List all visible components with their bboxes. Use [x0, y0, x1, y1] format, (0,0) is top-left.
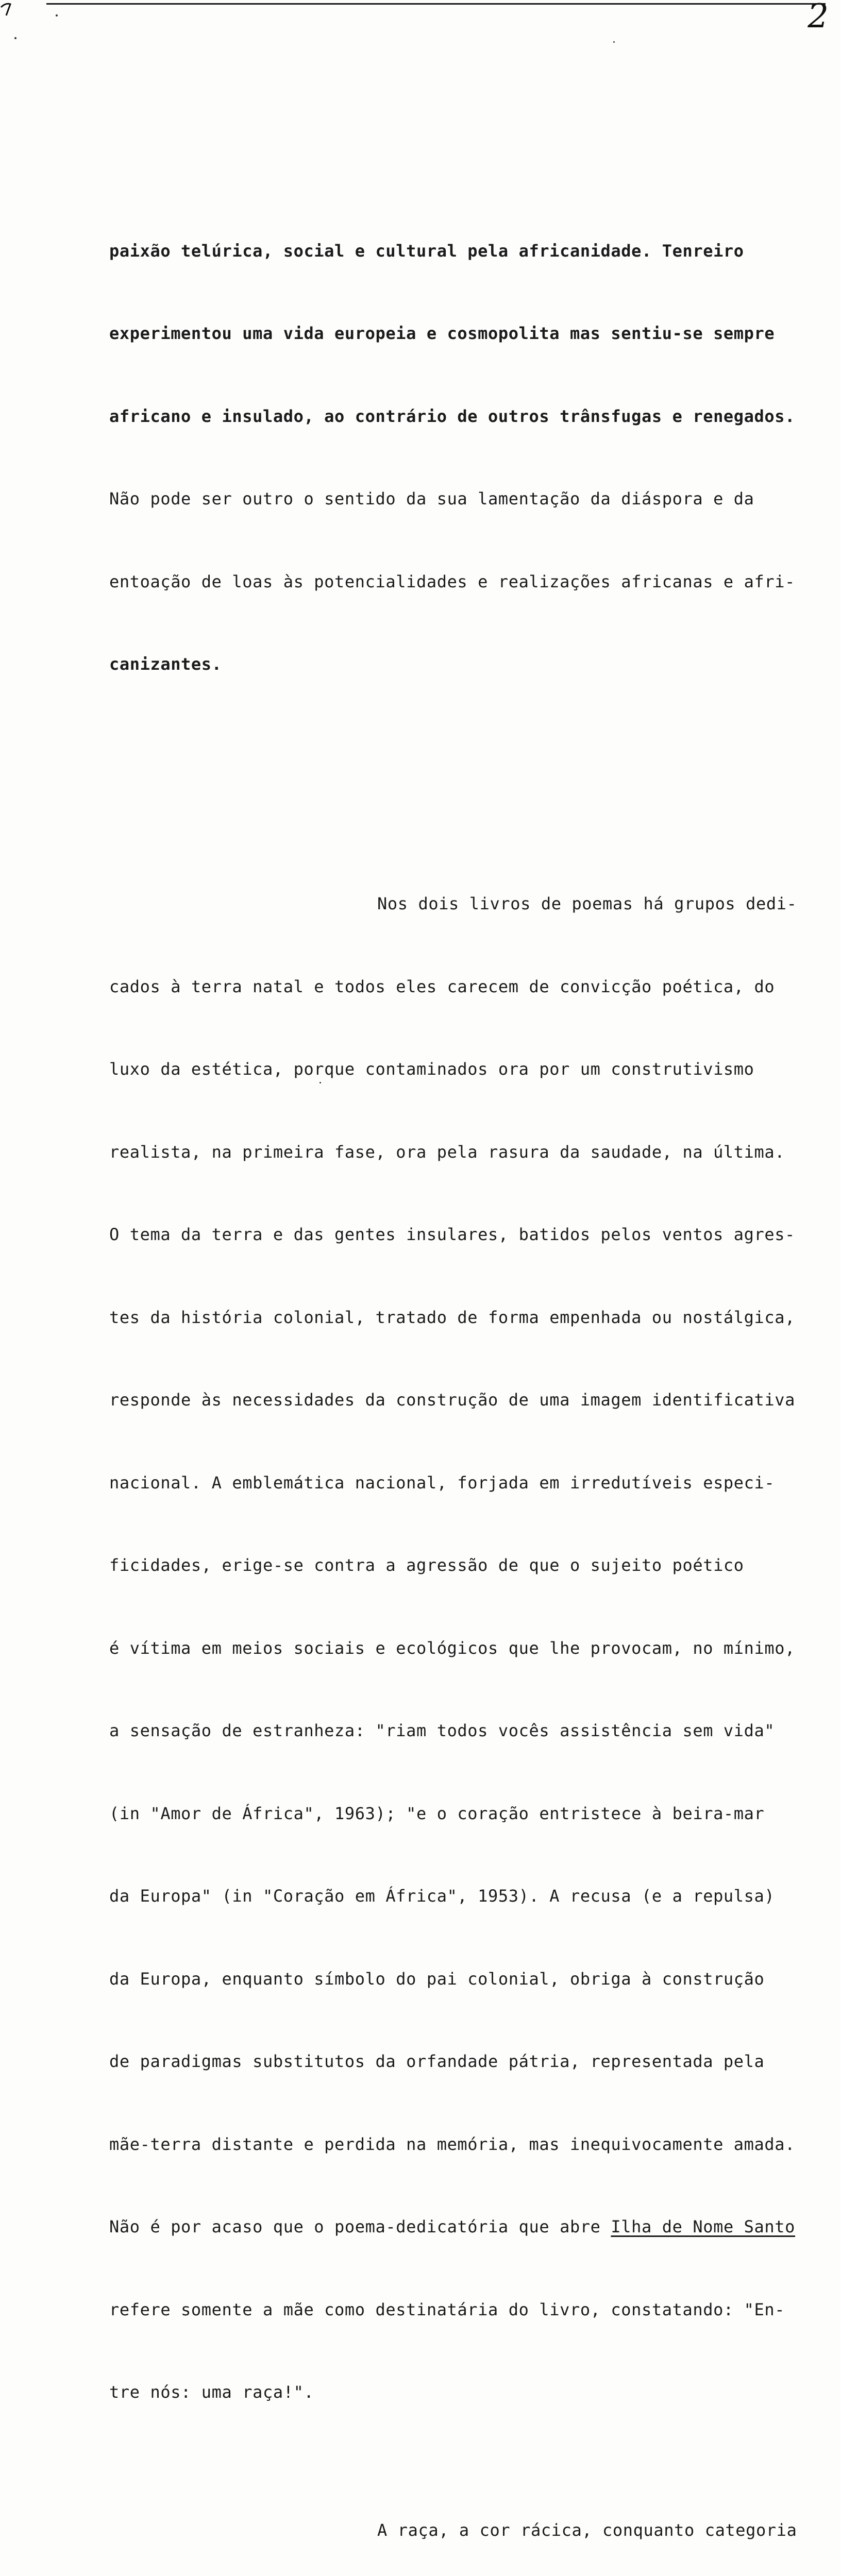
- scan-speck: [613, 41, 615, 43]
- text-line: africano e insulado, ao contrário de outros trânsfugas e renegados.: [109, 406, 795, 426]
- text-line: responde às necessidades da construção de uma imagem identificativa: [109, 1390, 795, 1410]
- text-line: tre nós: uma raça!".: [109, 2382, 314, 2402]
- text-line: da Europa, enquanto símbolo do pai colonial, obriga à construção: [109, 1969, 765, 1989]
- text-line: mãe-terra distante e perdida na memória, mas inequivocamente amada.: [109, 2134, 795, 2154]
- scan-speck: [14, 37, 16, 39]
- text-line: luxo da estética, porque contaminados ora por um construtivismo: [109, 1059, 754, 1079]
- top-rule: [46, 3, 826, 5]
- scan-speck: [56, 14, 58, 16]
- text-line: O tema da terra e das gentes insulares, batidos pelos ventos agres-: [109, 1225, 795, 1244]
- text-line: realista, na primeira fase, ora pela rasura da saudade, na última.: [109, 1142, 785, 1162]
- text-line: tes da história colonial, tratado de forma empenhada ou nostálgica,: [109, 1307, 795, 1327]
- text-line: a sensação de estranheza: "riam todos vocês assistência sem vida": [109, 1721, 775, 1740]
- text-line: ficidades, erige-se contra a agressão de que o sujeito poético: [109, 1555, 744, 1575]
- text-line: paixão telúrica, social e cultural pela africanidade. Tenreiro: [109, 241, 744, 261]
- text-line: refere somente a mãe como destinatária do livro, constatando: "En-: [109, 2299, 785, 2319]
- document-body: [109, 155, 838, 2576]
- page-number: 2: [808, 0, 829, 36]
- text-line: cados à terra natal e todos eles carecem de convicção poética, do: [109, 976, 775, 996]
- text-line: da Europa" (in "Coração em África", 1953). A recusa (e a repulsa): [109, 1886, 775, 1906]
- text-line: A raça, a cor rácica, conquanto categoria: [377, 2520, 797, 2540]
- text-line: Não pode ser outro o sentido da sua lamentação da diáspora e da: [109, 489, 754, 509]
- paragraph-gap: [109, 761, 838, 780]
- text-line: (in "Amor de África", 1963); "e o coração entristece à beira-mar: [109, 1803, 765, 1823]
- text-line: experimentou uma vida europeia e cosmopolita mas sentiu-se sempre: [109, 324, 775, 343]
- text-line: canizantes.: [109, 654, 222, 674]
- line-text: Não é por acaso que o poema-dedicatória que abre: [109, 2217, 611, 2236]
- text-line: entoação de loas às potencialidades e realizações africanas e afri-: [109, 571, 795, 591]
- book-title-underlined: Ilha de Nome Santo: [611, 2217, 796, 2236]
- text-line: nacional. A emblemática nacional, forjada em irredutíveis especi-: [109, 1472, 775, 1493]
- corner-mark-icon: [0, 0, 21, 21]
- text-line: é vítima em meios sociais e ecológicos que lhe provocam, no mínimo,: [109, 1638, 795, 1658]
- text-line: de paradigmas substitutos da orfandade pátria, representada pela: [109, 2052, 765, 2071]
- text-line: Nos dois livros de poemas há grupos dedi-: [377, 894, 797, 913]
- text-line-with-title: [109, 2213, 838, 2241]
